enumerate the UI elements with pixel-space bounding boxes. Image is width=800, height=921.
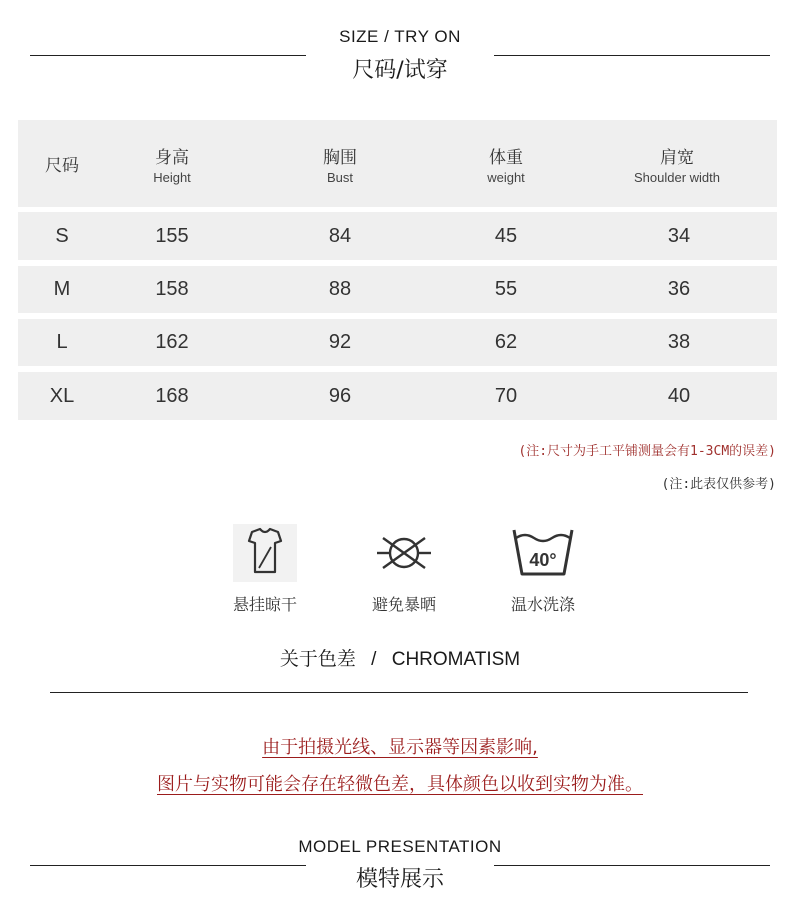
- height-cell: 155: [155, 224, 189, 247]
- header-bust: [323, 120, 357, 207]
- shoulder-cell: 34: [667, 224, 691, 247]
- shoulder-cell: 38: [667, 331, 691, 353]
- size-cell: L: [56, 331, 68, 353]
- table-row: [18, 212, 777, 260]
- wash-temperature: 40°: [529, 550, 557, 570]
- bust-cell: 84: [328, 224, 352, 247]
- size-cell: M: [53, 278, 71, 300]
- header-size-cn: 尺码: [45, 156, 79, 176]
- height-cell: 168: [155, 384, 189, 407]
- bust-cell: 88: [328, 278, 352, 300]
- height-cell: 158: [155, 278, 189, 300]
- header-weight: [487, 120, 525, 207]
- weight-cell: 70: [494, 384, 518, 407]
- care-label-no-sun: 避免暴晒: [371, 595, 436, 614]
- care-label-hang-dry: 悬挂晾干: [232, 595, 297, 614]
- table-row: [18, 372, 777, 420]
- shoulder-cell: 40: [667, 384, 691, 407]
- reference-note: (注:此表仅供参考): [661, 477, 776, 492]
- size-title-en: SIZE / TRY ON: [339, 27, 461, 46]
- size-cell: XL: [49, 384, 75, 407]
- header-shoulder-cn: 肩宽: [660, 147, 694, 168]
- chromatism-notice-text2: 图片与实物可能会存在轻微色差，具体颜色以收到实物为准。: [157, 774, 643, 795]
- size-table-header-row: [18, 120, 777, 207]
- header-weight-en: weight: [487, 169, 525, 185]
- chromatism-notice-line2: [0, 770, 800, 796]
- weight-cell: 55: [494, 278, 518, 300]
- model-title-en: MODEL PRESENTATION: [298, 837, 502, 856]
- care-no-sun: [349, 522, 459, 615]
- weight-cell: 45: [494, 224, 518, 247]
- table-row: [18, 266, 777, 313]
- shoulder-cell: 36: [667, 278, 691, 300]
- chromatism-title: [0, 644, 800, 671]
- measurement-error-note: (注:尺寸为手工平铺测量会有1-3CM的误差): [518, 444, 776, 459]
- care-label-warm-wash: 温水洗涤: [510, 595, 575, 614]
- size-title-cn: 尺码/试穿: [352, 58, 448, 83]
- model-title-cn: 模特展示: [355, 867, 444, 892]
- header-height-cn: 身高: [154, 147, 189, 168]
- header-height-en: Height: [153, 169, 191, 185]
- header-size: [45, 120, 79, 207]
- header-shoulder-en: Shoulder width: [634, 169, 720, 185]
- chromatism-title-en: CHROMATISM: [391, 649, 521, 670]
- bust-cell: 96: [328, 384, 352, 407]
- chromatism-notice-line1: [0, 733, 800, 759]
- weight-cell: 62: [494, 331, 518, 353]
- header-bust-cn: 胸围: [323, 147, 357, 168]
- height-cell: 162: [155, 331, 189, 353]
- hang-dry-tshirt-icon: [230, 522, 300, 584]
- header-weight-cn: 体重: [488, 147, 523, 168]
- care-warm-wash: [488, 522, 598, 615]
- header-bust-en: Bust: [326, 169, 353, 185]
- header-height: [153, 120, 191, 207]
- chromatism-notice-text1: 由于拍摄光线、显示器等因素影响,: [262, 737, 538, 758]
- size-cell: S: [55, 224, 69, 247]
- chromatism-rule: [50, 692, 748, 693]
- care-hang-dry: [210, 522, 320, 615]
- chromatism-separator: /: [371, 649, 377, 670]
- bust-cell: 92: [328, 331, 352, 353]
- header-shoulder: [634, 120, 720, 207]
- no-sun-exposure-icon: [369, 522, 439, 584]
- table-row: [18, 319, 777, 366]
- wash-40-degrees-icon: [508, 522, 578, 584]
- chromatism-title-cn: 关于色差: [279, 648, 356, 670]
